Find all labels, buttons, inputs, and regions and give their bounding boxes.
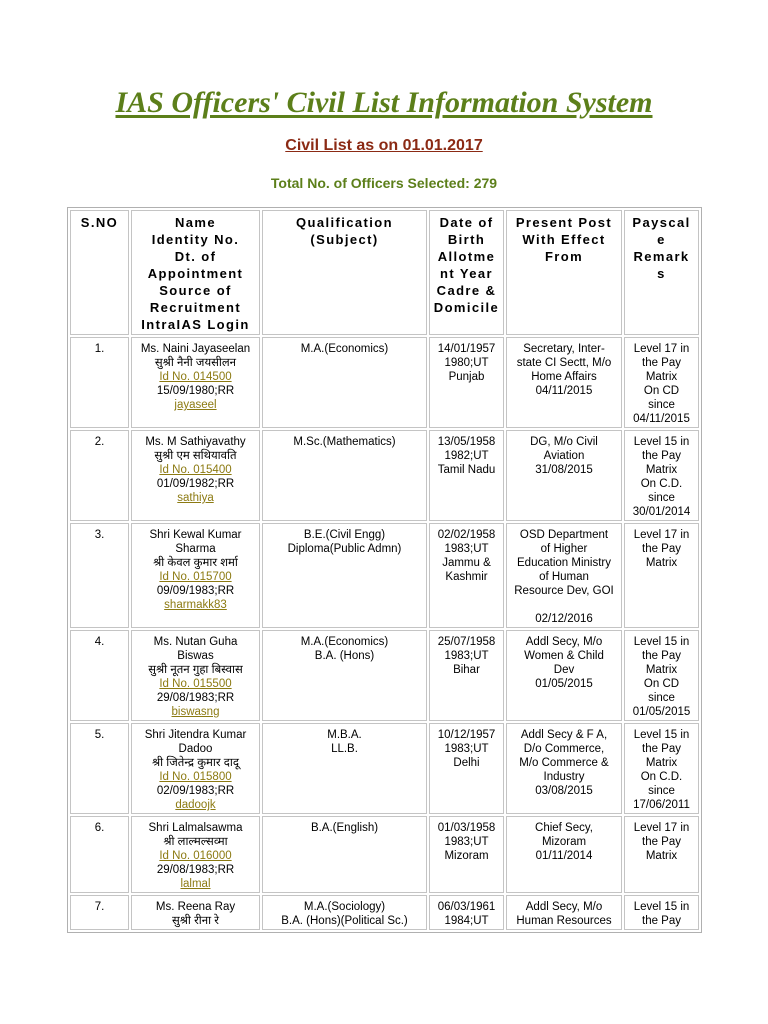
officer-name: Sharma (175, 543, 216, 555)
payscale-line: Level 15 in (633, 901, 690, 913)
identity-number-link[interactable]: Id No. 016000 (159, 850, 232, 862)
appointment-date: 29/08/1983;RR (156, 864, 235, 876)
table-row (70, 816, 699, 893)
officer-name: Dadoo (178, 743, 213, 755)
dob-cadre-line: 1982;UT (444, 450, 489, 462)
cell-qualification (262, 630, 427, 721)
table-row (70, 337, 699, 428)
header-line: Date of (439, 215, 494, 230)
present-post-line: 01/11/2014 (535, 850, 593, 862)
officer-name: Biswas (177, 650, 214, 662)
cell-payscale (624, 430, 699, 521)
cell-dob-cadre (429, 723, 504, 814)
header-line: With Effect (522, 232, 606, 247)
payscale-line: On CD (643, 385, 680, 397)
qualification-line: M.B.A. (327, 729, 362, 741)
table-row (70, 523, 699, 628)
payscale-line: the Pay (642, 450, 681, 462)
qualification-line: B.A.(English) (310, 822, 379, 834)
cell-qualification (262, 723, 427, 814)
officer-name: Ms. Naini Jayaseelan (140, 343, 251, 355)
cell-name (131, 895, 260, 930)
header-line: (Subject) (310, 232, 379, 247)
cell-sno (70, 723, 129, 814)
dob-cadre-line: 25/07/1958 (437, 636, 496, 648)
qualification-line: M.A.(Sociology) (303, 901, 386, 913)
present-post-line: Industry (543, 771, 585, 783)
header-line: Identity No. (151, 232, 240, 247)
qualification-line: B.A. (Hons)(Political Sc.) (281, 915, 408, 927)
header-line: Domicile (433, 300, 500, 315)
dob-cadre-line: 06/03/1961 (437, 901, 496, 913)
officer-name: Shri Jitendra Kumar (144, 729, 247, 741)
serial-number: 4. (94, 636, 105, 648)
dob-cadre-line: 1983;UT (444, 543, 489, 555)
dob-cadre-line: 1983;UT (444, 743, 489, 755)
identity-number-link[interactable]: Id No. 014500 (159, 371, 232, 383)
present-post-line: Human Resources (516, 915, 612, 927)
cell-payscale (624, 816, 699, 893)
payscale-line: Matrix (645, 757, 678, 769)
dob-cadre-line: 14/01/1957 (437, 343, 496, 355)
present-post-line: of Higher (540, 543, 588, 555)
cell-dob-cadre (429, 816, 504, 893)
login-link[interactable]: jayaseel (174, 399, 217, 411)
payscale-line: On C.D. (640, 771, 683, 783)
dob-cadre-line: 1980;UT (444, 357, 489, 369)
cell-present-post (506, 430, 622, 521)
payscale-line: the Pay (642, 543, 681, 555)
officer-name: श्री लाल्मल्सव्मा (163, 836, 228, 848)
dob-cadre-line: 1984;UT (444, 915, 489, 927)
header-sno (70, 210, 129, 335)
cell-name (131, 816, 260, 893)
present-post-line: 01/05/2015 (535, 678, 593, 690)
header-line: Allotme (437, 249, 496, 264)
qualification-line: Diploma(Public Admn) (287, 543, 402, 555)
table-row (70, 630, 699, 721)
post-effect-date: 02/12/2016 (535, 613, 593, 625)
officer-name: Ms. M Sathiyavathy (145, 436, 246, 448)
cell-present-post (506, 630, 622, 721)
cell-dob-cadre (429, 523, 504, 628)
civil-list-table (67, 207, 702, 933)
cell-payscale (624, 895, 699, 930)
identity-number-link[interactable]: Id No. 015700 (159, 571, 232, 583)
header-line: From (544, 249, 584, 264)
total-officers: Total No. of Officers Selected: 279 (270, 175, 498, 191)
dob-cadre-line: 13/05/1958 (437, 436, 496, 448)
officer-name: श्री केवल कुमार शर्मा (153, 557, 238, 569)
cell-sno (70, 430, 129, 521)
payscale-line: Level 17 in (633, 822, 690, 834)
header-line: Source of (159, 283, 232, 298)
header-line: Present Post (515, 215, 613, 230)
qualification-line: M.A.(Economics) (300, 636, 389, 648)
qualification-line: B.E.(Civil Engg) (303, 529, 386, 541)
header-line: Recruitment (149, 300, 242, 315)
header-line: Dt. of (174, 249, 217, 264)
appointment-date: 01/09/1982;RR (156, 478, 235, 490)
cell-name (131, 723, 260, 814)
officer-name: सुश्री एम सथियावति (154, 450, 237, 462)
header-line: e (657, 232, 666, 247)
present-post-line: of Human (539, 571, 589, 583)
appointment-date: 09/09/1983;RR (156, 585, 235, 597)
cell-present-post (506, 816, 622, 893)
present-post-line: Addl Secy & F A, (520, 729, 608, 741)
payscale-line: 01/05/2015 (632, 706, 691, 718)
cell-dob-cadre (429, 630, 504, 721)
present-post-line: Women & Child (524, 650, 604, 662)
officer-name: सुश्री रीना रे (171, 915, 220, 927)
header-present-post (506, 210, 622, 335)
payscale-line: Level 15 in (633, 436, 690, 448)
login-link[interactable]: sharmakk83 (164, 599, 227, 611)
login-link[interactable]: dadoojk (175, 799, 216, 811)
present-post-line: Chief Secy, (535, 822, 593, 834)
present-post-line: OSD Department (519, 529, 609, 541)
payscale-line: since (648, 492, 675, 504)
table-row (70, 895, 699, 930)
page-title: IAS Officers' Civil List Information System (115, 86, 653, 119)
header-line: IntraIAS Login (141, 317, 250, 332)
cell-name (131, 430, 260, 521)
login-link[interactable]: lalmal (180, 878, 211, 890)
payscale-line: the Pay (642, 915, 681, 927)
dob-cadre-line: Jammu & (442, 557, 491, 569)
payscale-line: since (648, 692, 675, 704)
serial-number: 1. (94, 343, 105, 355)
qualification-line: LL.B. (331, 743, 358, 755)
payscale-line: Matrix (645, 464, 678, 476)
identity-number-link[interactable]: Id No. 015400 (159, 464, 232, 476)
header-line: nt Year (440, 266, 493, 281)
spacer (509, 598, 619, 612)
payscale-line: the Pay (642, 357, 681, 369)
officer-name: श्री जितेन्द्र कुमार दादू (151, 757, 239, 769)
dob-cadre-line: Mizoram (444, 850, 489, 862)
cell-sno (70, 337, 129, 428)
payscale-line: the Pay (642, 650, 681, 662)
dob-cadre-line: Delhi (453, 757, 480, 769)
dob-cadre-line: Kashmir (445, 571, 488, 583)
officer-name: Ms. Reena Ray (155, 901, 236, 913)
login-link[interactable]: sathiya (177, 492, 214, 504)
payscale-line: On CD (643, 678, 680, 690)
header-line: Appointment (147, 266, 244, 281)
payscale-line: Matrix (645, 664, 678, 676)
serial-number: 2. (94, 436, 105, 448)
header-line: Remark (633, 249, 690, 264)
header-line: Birth (447, 232, 486, 247)
present-post-line: state CI Sectt, M/o (516, 357, 612, 369)
appointment-date: 02/09/1983;RR (156, 785, 235, 797)
header-line: s (657, 266, 666, 281)
identity-number-link[interactable]: Id No. 015500 (159, 678, 232, 690)
appointment-date: 15/09/1980;RR (156, 385, 235, 397)
header-line: Cadre & (436, 283, 497, 298)
header-name (131, 210, 260, 335)
header-line: Qualification (296, 215, 393, 230)
present-post-line: Home Affairs (531, 371, 597, 383)
cell-sno (70, 816, 129, 893)
payscale-line: Level 17 in (633, 343, 690, 355)
dob-cadre-line: Punjab (448, 371, 485, 383)
present-post-line: DG, M/o Civil (530, 436, 598, 448)
present-post-line: Secretary, Inter- (523, 343, 605, 355)
payscale-line: On C.D. (640, 478, 683, 490)
payscale-line: 04/11/2015 (633, 413, 690, 425)
cell-name (131, 337, 260, 428)
officer-name: सुश्री नैनी जयसीलन (154, 357, 237, 369)
header-line: Name (174, 215, 216, 230)
payscale-line: the Pay (642, 743, 681, 755)
present-post-line: Addl Secy, M/o (525, 901, 603, 913)
cell-qualification (262, 430, 427, 521)
officer-name: सुश्री नूतन गुहा बिस्वास (148, 664, 243, 676)
present-post-line: Addl Secy, M/o (525, 636, 603, 648)
officer-name: Shri Lalmalsawma (148, 822, 243, 834)
cell-payscale (624, 630, 699, 721)
payscale-line: 30/01/2014 (632, 506, 691, 518)
present-post-line: D/o Commerce, (523, 743, 605, 755)
present-post-line: Dev (553, 664, 575, 676)
present-post-line: 04/11/2015 (535, 385, 593, 397)
present-post-line: Education Ministry (517, 557, 611, 569)
table-header-row (70, 210, 699, 335)
table-row (70, 723, 699, 814)
serial-number: 5. (94, 729, 105, 741)
payscale-line: Matrix (645, 371, 678, 383)
header-line: S.NO (80, 215, 119, 230)
dob-cadre-line: 10/12/1957 (437, 729, 496, 741)
payscale-line: Matrix (645, 557, 678, 569)
payscale-line: Matrix (645, 850, 678, 862)
cell-present-post (506, 523, 622, 628)
cell-qualification (262, 816, 427, 893)
qualification-line: B.A. (Hons) (314, 650, 375, 662)
header-payscale (624, 210, 699, 335)
table-row (70, 430, 699, 521)
present-post-line: Resource Dev, GOI (514, 585, 614, 597)
identity-number-link[interactable]: Id No. 015800 (159, 771, 232, 783)
payscale-line: Level 17 in (633, 529, 690, 541)
cell-qualification (262, 337, 427, 428)
present-post-line: 31/08/2015 (535, 464, 593, 476)
payscale-line: Level 15 in (633, 636, 690, 648)
payscale-line: 17/06/2011 (633, 799, 690, 811)
dob-cadre-line: 02/02/1958 (437, 529, 496, 541)
cell-present-post (506, 895, 622, 930)
dob-cadre-line: 1983;UT (444, 836, 489, 848)
civil-list-date: Civil List as on 01.01.2017 (285, 137, 483, 154)
cell-present-post (506, 723, 622, 814)
qualification-line: M.Sc.(Mathematics) (293, 436, 396, 448)
officer-name: Ms. Nutan Guha (153, 636, 238, 648)
cell-payscale (624, 337, 699, 428)
serial-number: 7. (94, 901, 105, 913)
payscale-line: the Pay (642, 836, 681, 848)
dob-cadre-line: 01/03/1958 (437, 822, 496, 834)
cell-sno (70, 895, 129, 930)
present-post-line: Mizoram (541, 836, 587, 848)
officer-name: Shri Kewal Kumar (149, 529, 242, 541)
serial-number: 3. (94, 529, 105, 541)
appointment-date: 29/08/1983;RR (156, 692, 235, 704)
header-dob (429, 210, 504, 335)
cell-name (131, 523, 260, 628)
cell-dob-cadre (429, 895, 504, 930)
cell-present-post (506, 337, 622, 428)
present-post-line: M/o Commerce & (519, 757, 609, 769)
cell-payscale (624, 723, 699, 814)
serial-number: 6. (94, 822, 105, 834)
cell-name (131, 630, 260, 721)
cell-sno (70, 523, 129, 628)
qualification-line: M.A.(Economics) (300, 343, 389, 355)
cell-qualification (262, 523, 427, 628)
cell-dob-cadre (429, 430, 504, 521)
cell-sno (70, 630, 129, 721)
dob-cadre-line: Tamil Nadu (437, 464, 496, 476)
payscale-line: since (648, 399, 675, 411)
present-post-line: Aviation (543, 450, 585, 462)
cell-dob-cadre (429, 337, 504, 428)
header-qualification (262, 210, 427, 335)
dob-cadre-line: 1983;UT (444, 650, 489, 662)
dob-cadre-line: Bihar (453, 664, 480, 676)
header-line: Payscal (632, 215, 691, 230)
payscale-line: since (648, 785, 675, 797)
login-link[interactable]: biswasng (171, 706, 220, 718)
cell-qualification (262, 895, 427, 930)
present-post-line: 03/08/2015 (535, 785, 593, 797)
cell-payscale (624, 523, 699, 628)
payscale-line: Level 15 in (633, 729, 690, 741)
